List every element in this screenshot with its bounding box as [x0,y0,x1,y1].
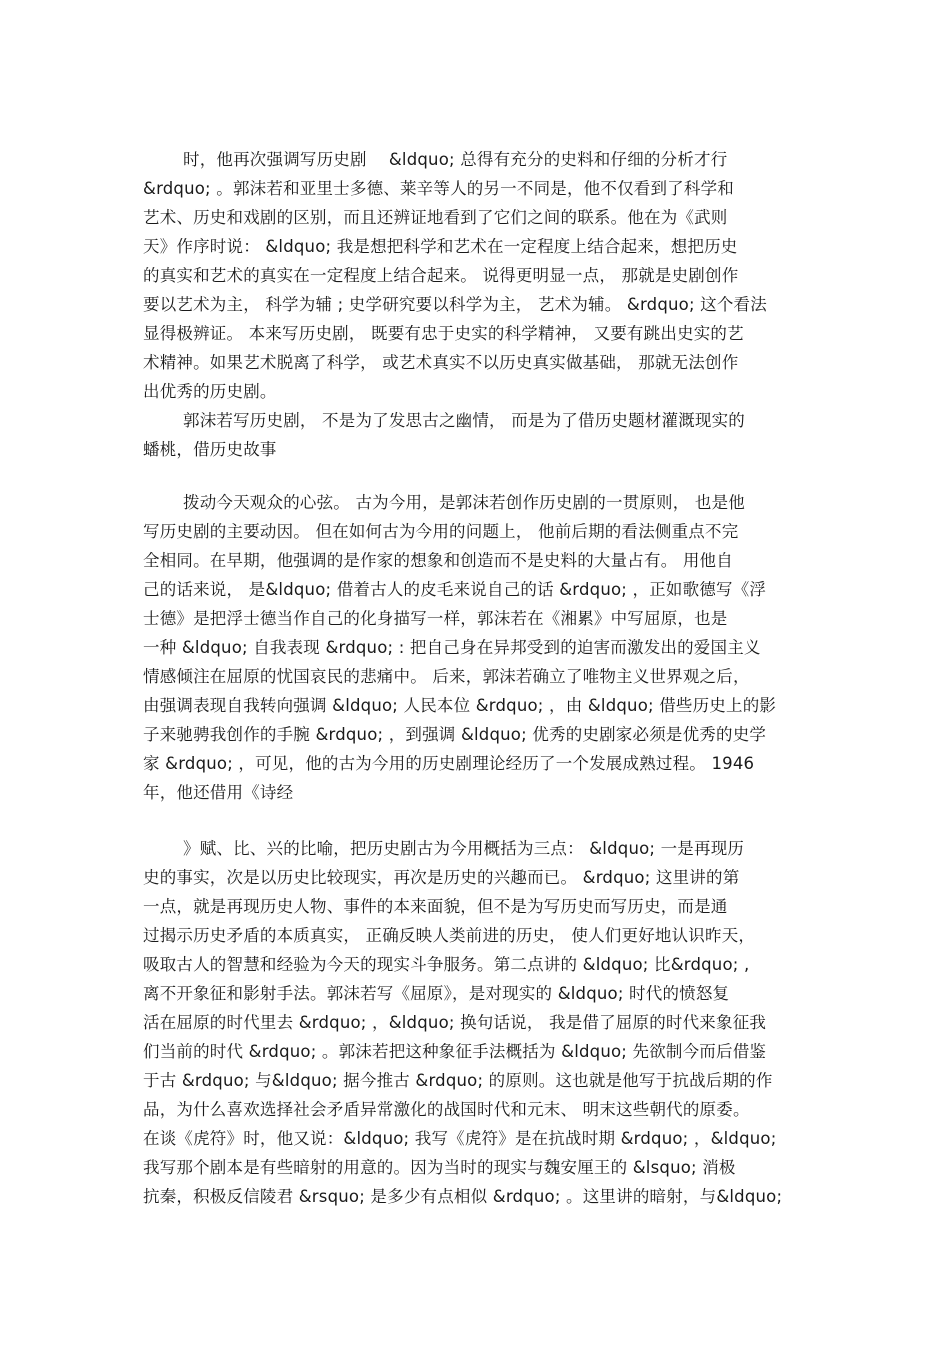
text-line: 写历史剧的主要动因。 但在如何古为今用的问题上， 他前后期的看法侧重点不完 [143,522,739,541]
text-line: 士德》是把浮士德当作自己的化身描写一样，郭沫若在《湘累》中写屈原，也是 [143,609,728,628]
text-line: 艺术、历史和戏剧的区别，而且还辨证地看到了它们之间的联系。他在为《武则 [143,208,728,227]
paragraph-block-3 [143,834,813,1211]
text-line: 年，他还借用《诗经 [143,783,294,802]
text-line: 蟠桃，借历史故事 [143,440,277,459]
text-line: 家 &rdquo; ，可见，他的古为今用的历史剧理论经历了一个发展成熟过程。 1946 [143,754,755,773]
text-line: 出优秀的历史剧。 [143,382,277,401]
text-line: 要以艺术为主， 科学为辅 ; 史学研究要以科学为主， 艺术为辅。 &rdquo; 这个看法 [143,295,767,314]
text-line: 于古 &rdquo; 与&ldquo; 据今推古 &rdquo; 的原则。这也就是他写于抗战后期的作 [143,1071,773,1090]
text-line: 抗秦，积极反信陵君 &rsquo; 是多少有点相似 &rdquo; 。这里讲的暗射，与&ldquo; [143,1187,783,1206]
text-line: 一点，就是再现历史人物、事件的本来面貌，但不是为写历史而写历史，而是通 [143,897,728,916]
text-line: 显得极辨证。 本来写历史剧， 既要有忠于史实的科学精神， 又要有跳出史实的艺 [143,324,744,343]
text-line: 拨动今天观众的心弦。 古为今用，是郭沫若创作历史剧的一贯原则， 也是他 [183,493,745,512]
paragraph-block-2 [143,488,813,807]
text-line: 过揭示历史矛盾的本质真实， 正确反映人类前进的历史， 使人们更好地认识昨天， [143,926,756,945]
text-line: 时，他再次强调写历史剧 &ldquo; 总得有充分的史料和仔细的分析才行 [183,150,728,169]
paragraph-block-1 [143,145,813,464]
text-line: 己的话来说， 是&ldquo; 借着古人的皮毛来说自己的话 &rdquo; ，正如歌德写《浮 [143,580,767,599]
text-line: 术精神。如果艺术脱离了科学， 或艺术真实不以历史真实做基础， 那就无法创作 [143,353,739,372]
text-line: 郭沫若写历史剧， 不是为了发思古之幽情， 而是为了借历史题材灌溉现实的 [183,411,745,430]
text-line: 情感倾注在屈原的忧国哀民的悲痛中。 后来，郭沫若确立了唯物主义世界观之后， [143,667,750,686]
text-line: 我写那个剧本是有些暗射的用意的。因为当时的现实与魏安厘王的 &lsquo; 消极 [143,1158,736,1177]
text-line: 的真实和艺术的真实在一定程度上结合起来。 说得更明显一点， 那就是史剧创作 [143,266,739,285]
text-line: 活在屈原的时代里去 &rdquo; ，&ldquo; 换句话说， 我是借了屈原的时代来象征我 [143,1013,767,1032]
text-line: 由强调表现自我转向强调 &ldquo; 人民本位 &rdquo; ，由 &ldquo; 借些历史上的影 [143,696,777,715]
text-line: 品，为什么喜欢选择社会矛盾异常激化的战国时代和元末、 明末这些朝代的原委。 [143,1100,750,1119]
text-line: 全相同。在早期，他强调的是作家的想象和创造而不是史料的大量占有。 用他自 [143,551,733,570]
text-line: 一种 &ldquo; 自我表现 &rdquo; : 把自己身在异邦受到的迫害而激发出的爱国主义 [143,638,761,657]
text-line: &rdquo; 。郭沫若和亚里士多德、莱辛等人的另一不同是，他不仅看到了科学和 [143,179,734,198]
text-line: 吸取古人的智慧和经验为今天的现实斗争服务。第二点讲的 &ldquo; 比&rdquo; , [143,955,750,974]
text-line: 在谈《虎符》时，他又说：&ldquo; 我写《虎符》是在抗战时期 &rdquo; ，&ldquo; [143,1129,777,1148]
text-line: 天》作序时说： &ldquo; 我是想把科学和艺术在一定程度上结合起来，想把历史 [143,237,738,256]
text-line: 》赋、比、兴的比喻，把历史剧古为今用概括为三点： &ldquo; 一是再现历 [183,839,745,858]
text-line: 史的事实，次是以历史比较现实，再次是历史的兴趣而已。 &rdquo; 这里讲的第 [143,868,740,887]
text-line: 子来驰骋我创作的手腕 &rdquo; ，到强调 &ldquo; 优秀的史剧家必须是优秀的史学 [143,725,767,744]
text-line: 离不开象征和影射手法。郭沫若写《屈原》，是对现实的 &ldquo; 时代的愤怒复 [143,984,730,1003]
text-line: 们当前的时代 &rdquo; 。郭沫若把这种象征手法概括为 &ldquo; 先欲制今而后借鉴 [143,1042,767,1061]
